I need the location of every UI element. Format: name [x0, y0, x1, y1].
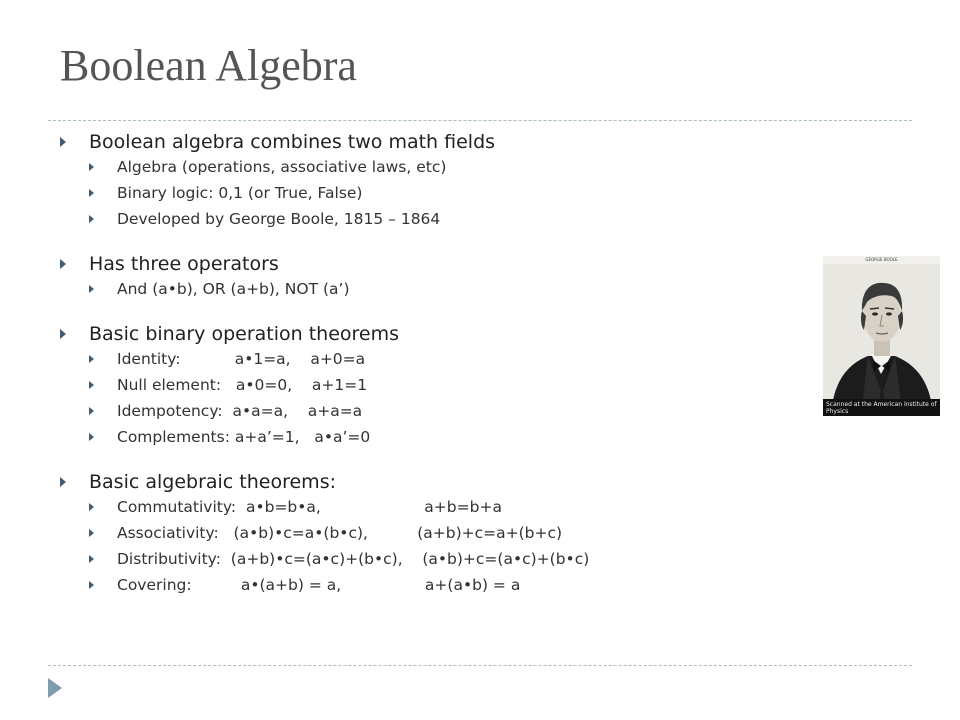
triangle-bullet-icon	[89, 433, 94, 441]
triangle-bullet-icon	[60, 259, 66, 269]
triangle-bullet-icon	[89, 407, 94, 415]
section-4-item: Commutativity: a•b=b•a, a+b=b+a	[60, 494, 820, 520]
george-boole-portrait	[823, 256, 940, 416]
section-4-item: Associativity: (a•b)•c=a•(b•c), (a+b)+c=a+(b+c)	[60, 520, 820, 546]
bottom-divider	[48, 665, 912, 666]
section-3-item: Idempotency: a•a=a, a+a=a	[60, 398, 820, 424]
triangle-bullet-icon	[89, 163, 94, 171]
triangle-bullet-icon	[89, 285, 94, 293]
section-1-item: Developed by George Boole, 1815 – 1864	[60, 206, 820, 232]
slide-title: Boolean Algebra	[60, 41, 357, 90]
triangle-bullet-icon	[89, 529, 94, 537]
triangle-bullet-icon	[89, 503, 94, 511]
triangle-bullet-icon	[60, 137, 66, 147]
triangle-bullet-icon	[89, 581, 94, 589]
triangle-bullet-icon	[60, 329, 66, 339]
section-2-heading: Has three operators	[60, 252, 820, 276]
triangle-bullet-icon	[89, 189, 94, 197]
triangle-bullet-icon	[89, 381, 94, 389]
section-1-item: Binary logic: 0,1 (or True, False)	[60, 180, 820, 206]
section-3-item: Null element: a•0=0, a+1=1	[60, 372, 820, 398]
section-4-item: Covering: a•(a+b) = a, a+(a•b) = a	[60, 572, 820, 598]
portrait-caption: GEORGE BOOLE	[865, 257, 898, 262]
triangle-bullet-icon	[60, 477, 66, 487]
section-4-heading: Basic algebraic theorems:	[60, 470, 820, 494]
triangle-bullet-icon	[89, 215, 94, 223]
triangle-bullet-icon	[89, 555, 94, 563]
triangle-bullet-icon	[89, 355, 94, 363]
section-3-item: Identity: a•1=a, a+0=a	[60, 346, 820, 372]
section-4-item: Distributivity: (a+b)•c=(a•c)+(b•c), (a•b)+c=(a•c)+(b•c)	[60, 546, 820, 572]
slide-corner-arrow-icon	[48, 678, 62, 698]
section-1-heading: Boolean algebra combines two math fields	[60, 130, 820, 154]
section-1-item: Algebra (operations, associative laws, etc)	[60, 154, 820, 180]
top-divider	[48, 120, 912, 121]
section-3-item: Complements: a+a’=1, a•a’=0	[60, 424, 820, 450]
portrait-illustration	[823, 256, 940, 416]
section-3-heading: Basic binary operation theorems	[60, 322, 820, 346]
scan-credit-label: Scanned at the American Institute of Physics	[823, 399, 940, 416]
slide-content	[60, 130, 820, 598]
section-2-item: And (a•b), OR (a+b), NOT (a’)	[60, 276, 820, 302]
